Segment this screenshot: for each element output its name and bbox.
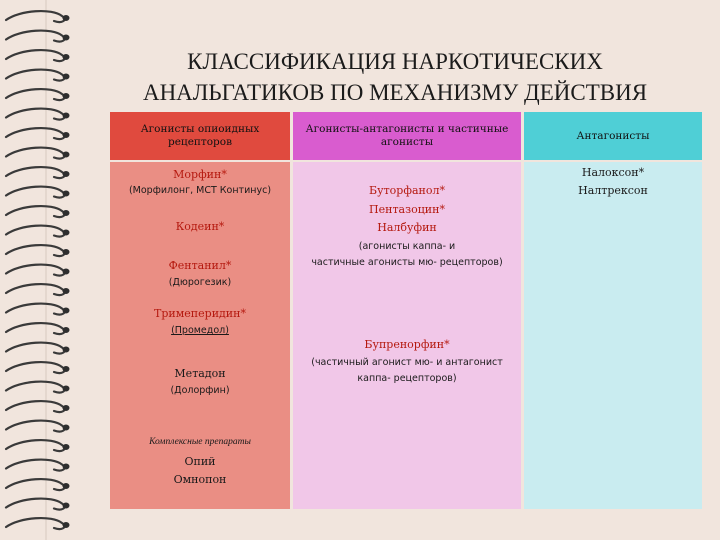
drug-note-buprenorphine-1: (частичный агонист мю- и антагонист bbox=[311, 357, 503, 368]
spiral-hole bbox=[63, 522, 70, 528]
spiral-hole bbox=[63, 152, 70, 158]
spiral-binding bbox=[0, 0, 80, 540]
drug-note-kappa: (агонисты каппа- и bbox=[358, 241, 456, 252]
drug-nalbuphine: Налбуфин bbox=[377, 221, 437, 234]
spiral-hole bbox=[63, 191, 70, 197]
spiral-hole bbox=[63, 308, 70, 314]
drug-naloxone: Налоксон* bbox=[581, 166, 645, 179]
spiral-hole bbox=[63, 405, 70, 411]
drug-note-mu: частичные агонисты мю- рецепторов) bbox=[311, 257, 503, 268]
spiral-hole bbox=[63, 366, 70, 372]
spiral-hole bbox=[63, 171, 70, 177]
classification-table bbox=[110, 112, 702, 509]
header-line: агонисты bbox=[380, 136, 434, 148]
spiral-hole bbox=[63, 210, 70, 216]
page-title bbox=[95, 46, 695, 108]
drug-codeine: Кодеин* bbox=[175, 220, 225, 233]
header-line: Агонисты опиоидных bbox=[140, 123, 260, 135]
combined-drugs-label: Комплексные препараты bbox=[149, 437, 251, 447]
column-agonists-antagonists bbox=[293, 112, 521, 509]
drug-note-trimeperidine: (Промедол) bbox=[171, 325, 229, 336]
drug-note-morphine: (Морфилонг, МСТ Континус) bbox=[128, 185, 272, 196]
column-body-agonists-antagonists bbox=[293, 162, 521, 509]
header-line: рецепторов bbox=[168, 136, 232, 148]
column-body-antagonists bbox=[524, 162, 702, 509]
drug-buprenorphine: Бупренорфин* bbox=[364, 338, 450, 351]
drug-opium: Опий bbox=[184, 455, 216, 468]
spiral-hole bbox=[63, 386, 70, 392]
spiral-hole bbox=[63, 347, 70, 353]
spiral-hole bbox=[63, 93, 70, 99]
spiral-hole bbox=[63, 230, 70, 236]
column-header-agonists-antagonists bbox=[293, 112, 521, 160]
drug-note-methadone: (Долорфин) bbox=[170, 385, 230, 396]
drug-butorphanol: Буторфанол* bbox=[369, 184, 445, 197]
header-line: Агонисты-антагонисты и частичные bbox=[305, 123, 509, 135]
title-line-1: КЛАССИФИКАЦИЯ НАРКОТИЧЕСКИХ bbox=[187, 49, 603, 74]
drug-fentanyl: Фентанил* bbox=[168, 259, 232, 272]
title-line-2: АНАЛЬГАТИКОВ ПО МЕХАНИЗМУ ДЕЙСТВИЯ bbox=[142, 80, 648, 105]
column-antagonists bbox=[524, 112, 702, 509]
drug-trimeperidine: Тримеперидин* bbox=[154, 307, 246, 320]
drug-methadone: Метадон bbox=[174, 367, 226, 380]
spiral-hole bbox=[63, 464, 70, 470]
column-agonists bbox=[110, 112, 290, 509]
spiral-hole bbox=[63, 288, 70, 294]
header-line: Антагонисты bbox=[576, 129, 650, 142]
drug-pentazocine: Пентазоцин* bbox=[369, 203, 445, 216]
drug-note-buprenorphine-2: каппа- рецепторов) bbox=[357, 373, 457, 384]
spiral-hole bbox=[63, 132, 70, 138]
spiral-hole bbox=[63, 113, 70, 119]
spiral-hole bbox=[63, 425, 70, 431]
spiral-hole bbox=[63, 327, 70, 333]
spiral-hole bbox=[63, 483, 70, 489]
spiral-hole bbox=[63, 74, 70, 80]
column-header-antagonists bbox=[524, 112, 702, 160]
spiral-hole bbox=[63, 269, 70, 275]
drug-omnopon: Омнопон bbox=[173, 473, 227, 486]
column-header-agonists bbox=[110, 112, 290, 160]
spiral-hole bbox=[63, 54, 70, 60]
drug-note-fentanyl: (Дюрогезик) bbox=[168, 277, 232, 288]
spiral-hole bbox=[63, 503, 70, 509]
drug-naltrexone: Налтрексон bbox=[578, 184, 648, 197]
spiral-hole bbox=[63, 15, 70, 21]
drug-morphine: Морфин* bbox=[173, 168, 227, 181]
spiral-hole bbox=[63, 35, 70, 41]
column-body-agonists bbox=[110, 162, 290, 509]
spiral-hole bbox=[63, 444, 70, 450]
spiral-hole bbox=[63, 249, 70, 255]
